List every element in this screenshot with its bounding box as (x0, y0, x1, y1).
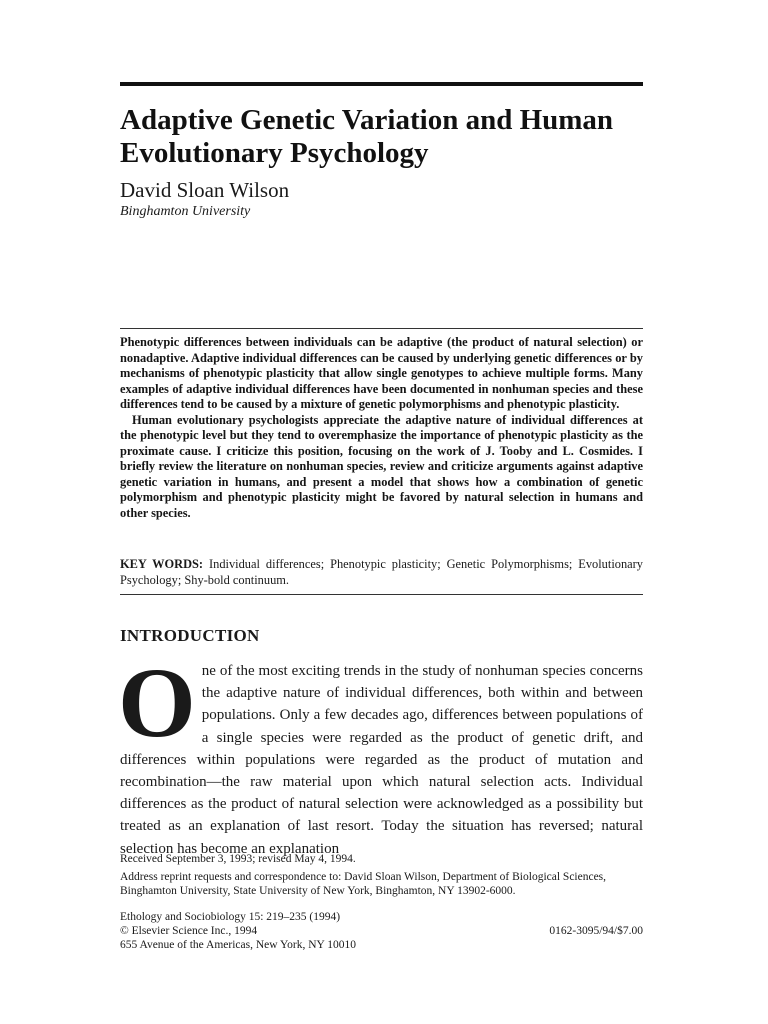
drop-cap: O (118, 647, 196, 758)
footnotes (120, 852, 643, 902)
abstract-rule-top (120, 328, 643, 329)
keywords-text: Individual differences; Phenotypic plasticity; Genetic Polymorphisms; Evolutionary Psychology; Shy-bold continuum. (120, 557, 643, 587)
abstract-paragraph-1: Phenotypic differences between individuals can be adaptive (the product of natural selection) or nonadaptive. Adaptive individual differences can be caused by underlying genetic differences or by mechanisms of phenotypic plasticity that allow single genotypes to achieve multiple forms. Many examples of adaptive individual differences have been documented in nonhuman species and these differences tend to be caused by a mixture of genetic polymorphisms and phenotypic plasticity. (120, 335, 643, 411)
author-name: David Sloan Wilson (120, 178, 290, 202)
introduction-text: ne of the most exciting trends in the study of nonhuman species concerns the adaptive nature of individual differences, both within and between populations. Only a few decades ago, differences between populations of a single species were regarded as the product of genetic drift, and differences within populations were regarded as the product of mutation and recombination—the raw material upon which natural selection acts. Individual differences as the product of natural selection were acknowledged as a possibility but treated as an explanation of last resort. Today the situation has reversed; natural selection has become an explanation (120, 663, 643, 857)
abstract-paragraph-2: Human evolutionary psychologists appreciate the adaptive nature of individual differences at the phenotypic level but they tend to overemphasize the importance of phenotypic plasticity as the proximate cause. I criticize this position, focusing on the work of J. Tooby and L. Cosmides. I briefly review the literature on nonhuman species, review and criticize arguments against adaptive genetic variation in humans, and present a model that shows how a combination of genetic polymorphism and phenotypic plasticity might be favored by natural selection in humans and other species. (120, 412, 643, 520)
author-affiliation: Binghamton University (120, 204, 251, 219)
abstract-rule-bottom (120, 594, 643, 595)
top-rule (120, 82, 643, 86)
correspondence-note: Address reprint requests and correspondence to: David Sloan Wilson, Department of Biological Sciences, Binghamton University, State University of New York, Binghamton, NY 13902-6000. (120, 871, 607, 897)
journal-issn: 0162-3095/94/$7.00 (549, 925, 643, 937)
article-title: Adaptive Genetic Variation and Human Evolutionary Psychology (120, 104, 614, 169)
keywords (120, 557, 643, 588)
received-note: Received September 3, 1993; revised May 4, 1994. (120, 853, 356, 865)
publisher-address: 655 Avenue of the Americas, New York, NY 10010 (120, 939, 357, 951)
abstract (120, 335, 643, 521)
introduction-body (118, 647, 643, 860)
journal-citation: Ethology and Sociobiology 15: 219–235 (1994) (120, 911, 341, 923)
keywords-label: KEY WORDS: (120, 557, 204, 571)
journal-copyright: © Elsevier Science Inc., 1994 (120, 925, 258, 937)
section-heading-introduction: INTRODUCTION (120, 626, 260, 645)
journal-info (120, 910, 643, 952)
